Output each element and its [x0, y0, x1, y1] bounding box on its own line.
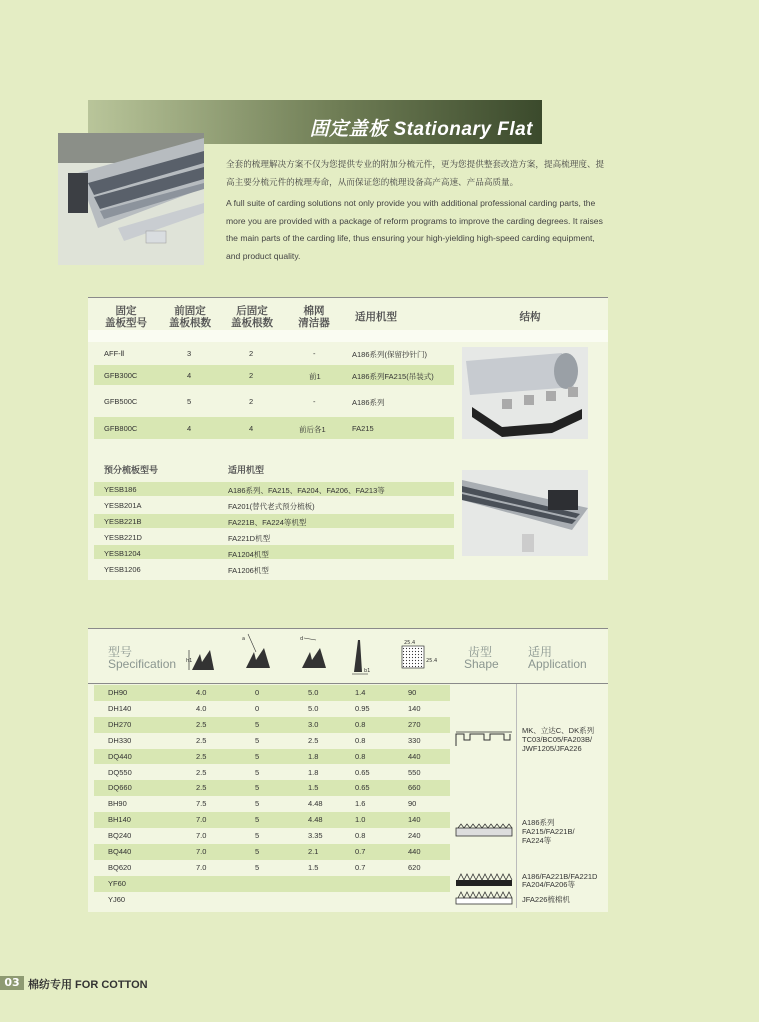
t2-value-cell: 0.8	[355, 751, 366, 761]
t2-value-cell: 5	[255, 735, 260, 745]
t1-row-stripe	[94, 417, 454, 439]
t2-value-cell: 140	[408, 703, 421, 713]
tooth-angle-a-icon	[240, 632, 276, 672]
t2-header-spec-en: Specification	[108, 657, 177, 671]
tooth-height-h1-icon	[186, 640, 220, 674]
t2-row-stripe	[94, 812, 450, 828]
t2-value-cell: 0.8	[355, 831, 366, 841]
t2-value-cell: 90	[408, 799, 417, 809]
t2-value-cell: 2.5	[196, 767, 207, 777]
t2-value-cell: 7.0	[196, 831, 207, 841]
stationary-flat-photo	[58, 133, 204, 265]
label-d: d	[300, 636, 304, 642]
t2-value-cell: 1.5	[308, 783, 319, 793]
t1-pre-cell: YESB221B	[104, 517, 142, 526]
page-title: 固定盖板 Stationary Flat	[309, 119, 533, 140]
t2-value-cell: 1.6	[355, 799, 366, 809]
tooth-shape-yj-icon	[454, 890, 514, 906]
structure-image-segment	[462, 470, 588, 556]
tooth-width-b1-icon	[346, 636, 376, 676]
t2-value-cell: 2.1	[308, 847, 319, 856]
t1-cell: A186系列FA215(吊装式)	[352, 372, 434, 381]
table2-top-rule	[88, 628, 608, 629]
t2-value-cell: 2.5	[308, 735, 319, 745]
tooth-depth-d-icon	[296, 634, 332, 672]
t1-pre-cell: YESB1204	[104, 549, 141, 558]
t2-row-stripe	[94, 844, 450, 860]
t1-cell: GFB300C	[104, 371, 138, 380]
t1-cell: 2	[249, 371, 254, 380]
t1-pre-cell: YESB1206	[104, 565, 141, 574]
t2-value-cell: 3.0	[308, 719, 319, 729]
t2-value-cell: 0.65	[355, 767, 370, 777]
t2-value-cell: 0.7	[355, 847, 366, 856]
t2-value-cell: 330	[408, 735, 421, 745]
label-25-side: 25.4	[426, 658, 438, 664]
t1-pre-cell: FA221B、FA224等机型	[228, 518, 307, 527]
t2-value-cell: 140	[408, 815, 421, 825]
t2-value-cell: 240	[408, 831, 421, 841]
t2-value-cell: 0.95	[355, 703, 370, 713]
t2-value-cell: 0.8	[355, 719, 366, 729]
t2-model-cell: DQ440	[108, 751, 132, 761]
t2-value-cell: 5	[255, 815, 260, 825]
t1-cell: 4	[187, 371, 192, 380]
t1-cell: 前1	[309, 372, 321, 381]
t1-header-front: 前固定 盖板根数	[169, 305, 211, 329]
t1-cell: GFB500C	[104, 397, 138, 406]
label-b1: b1	[364, 668, 371, 674]
t2-header-app-cn: 适用	[528, 645, 553, 659]
t2-value-cell: 7.0	[196, 847, 207, 856]
t2-value-cell: 5	[255, 767, 260, 777]
t2-value-cell: 7.0	[196, 862, 207, 872]
t2-value-cell: 1.8	[308, 767, 319, 777]
label-h1: h1	[186, 658, 193, 664]
tooth-shape-b-series-icon	[454, 822, 514, 838]
t2-model-cell: BQ240	[108, 831, 132, 841]
t2-separator	[516, 684, 517, 908]
t1-header-divider	[88, 330, 608, 342]
page-number: 03	[0, 976, 24, 990]
t1-row-stripe	[94, 545, 454, 559]
t1-header-cleaner: 棉网 清洁器	[298, 305, 330, 329]
t2-value-cell: 3.35	[308, 831, 323, 841]
t2-value-cell: 4.48	[308, 799, 323, 809]
t2-value-cell: 1.4	[355, 688, 366, 697]
t2-model-cell: BQ440	[108, 847, 132, 856]
t2-model-cell: DH330	[108, 735, 132, 745]
t1-cell: 4	[249, 424, 254, 433]
t2-application: A186系列 FA215/FA221B/ FA224等	[522, 818, 575, 845]
t2-value-cell: 2.5	[196, 751, 207, 761]
tooth-shape-d-series-icon	[454, 728, 514, 748]
t2-model-cell: DH270	[108, 719, 132, 729]
label-a: a	[242, 636, 246, 642]
t1-cell: 2	[249, 349, 254, 358]
intro-chinese: 全套的梳理解决方案不仅为您提供专业的附加分梳元件，更为您提供整套改造方案，提高梳理度、提高主要分梳元件的梳理寿命，从而保证您的梳理设备高产高速、产品高质量。	[226, 159, 605, 187]
t1-cell: A186系列(保留抄针门)	[352, 350, 428, 359]
t1-header-model: 固定 盖板型号	[105, 305, 147, 329]
t1-cell: 前后各1	[299, 425, 326, 434]
t2-value-cell: 1.8	[308, 751, 319, 761]
t2-value-cell: 4.0	[196, 703, 207, 713]
t1-pre-cell: FA1206机型	[228, 566, 269, 575]
t2-model-cell: BH140	[108, 815, 131, 825]
t2-model-cell: DQ550	[108, 767, 132, 777]
t2-value-cell: 550	[408, 767, 421, 777]
t2-header-shape-cn: 齿型	[468, 645, 493, 659]
t2-value-cell: 0	[255, 688, 260, 697]
label-25-top: 25.4	[404, 640, 416, 646]
t2-value-cell: 7.0	[196, 815, 207, 825]
t2-value-cell: 1.0	[355, 815, 366, 825]
t2-model-cell: DH140	[108, 703, 132, 713]
t1-cell: 2	[249, 397, 254, 406]
t1-pre-header-model: 预分梳板型号	[104, 466, 159, 476]
t1-header-structure: 结构	[519, 311, 541, 323]
t2-value-cell: 1.5	[308, 862, 319, 872]
t1-pre-cell: FA1204机型	[228, 550, 269, 559]
structure-image-roller	[462, 347, 588, 439]
t1-cell: A186系列	[352, 398, 385, 407]
t2-value-cell: 2.5	[196, 719, 207, 729]
t1-cell: -	[313, 397, 316, 406]
t2-header-spec-cn: 型号	[108, 645, 133, 659]
t2-value-cell: 5	[255, 862, 260, 872]
t2-value-cell: 440	[408, 847, 421, 856]
t2-value-cell: 5	[255, 799, 260, 809]
t2-application: JFA226梳棉机	[522, 895, 570, 904]
t2-model-cell: BH90	[108, 799, 127, 809]
t1-pre-cell: FA221D机型	[228, 534, 271, 543]
t2-value-cell: 620	[408, 862, 421, 872]
t2-model-cell: YF60	[108, 878, 126, 888]
t1-cell: 3	[187, 349, 192, 358]
t2-row-stripe	[94, 780, 450, 796]
t2-row-stripe	[94, 717, 450, 733]
t1-cell: GFB800C	[104, 424, 138, 433]
t2-value-cell: 5.0	[308, 688, 319, 697]
t1-pre-header-machine: 适用机型	[228, 466, 265, 476]
t2-value-cell: 0.8	[355, 735, 366, 745]
t2-model-cell: YJ60	[108, 894, 126, 904]
t2-value-cell: 270	[408, 719, 421, 729]
t2-value-cell: 5	[255, 831, 260, 841]
t2-model-cell: DH90	[108, 688, 128, 697]
t1-cell: FA215	[352, 424, 374, 433]
t1-cell: 4	[187, 424, 192, 433]
t1-cell: 5	[187, 397, 192, 406]
intro-english: A full suite of carding solutions not only provide you with additional professional carding parts, the more you are provided with a package of reform programs to improve the carding degrees. It raises the main parts of the carding life, thus ensuring your high-yielding high-speed carding equipment, and product quality.	[226, 198, 603, 261]
t2-value-cell: 4.48	[308, 815, 323, 825]
table2-header-rule	[88, 683, 608, 684]
t2-value-cell: 5	[255, 783, 260, 793]
t2-model-cell: BQ620	[108, 862, 132, 872]
t2-value-cell: 7.5	[196, 799, 207, 809]
tooth-density-icon	[396, 638, 436, 676]
t2-value-cell: 2.5	[196, 783, 207, 793]
t2-value-cell: 0	[255, 703, 260, 713]
t1-header-rear: 后固定 盖板根数	[231, 305, 273, 329]
t2-row-stripe	[94, 685, 450, 701]
t1-pre-cell: FA201(替代老式预分梳板)	[228, 502, 315, 511]
t2-value-cell: 0.7	[355, 862, 366, 872]
t2-header-app-en: Application	[528, 657, 587, 671]
t2-value-cell: 2.5	[196, 735, 207, 745]
t2-row-stripe	[94, 876, 450, 892]
t2-value-cell: 660	[408, 783, 421, 793]
footer-label: 棉纺专用 FOR COTTON	[28, 979, 148, 991]
t2-value-cell: 5	[255, 847, 260, 856]
t2-value-cell: 90	[408, 688, 417, 697]
t1-cell: -	[313, 349, 316, 358]
t1-pre-cell: YESB201A	[104, 501, 142, 510]
t2-application: A186/FA221B/FA221D FA204/FA206等	[522, 872, 598, 889]
t2-application: MK、立达C、DK系列 TC03/BC05/FA203B/ JWF1205/JFA226	[522, 726, 595, 753]
t2-value-cell: 4.0	[196, 688, 207, 697]
tooth-shape-yf-icon	[454, 872, 514, 888]
t1-pre-cell: YESB186	[104, 485, 137, 494]
t1-pre-cell: YESB221D	[104, 533, 142, 542]
t1-header-machine: 适用机型	[355, 311, 397, 323]
t2-value-cell: 5	[255, 751, 260, 761]
table1-top-rule	[88, 297, 608, 298]
t2-value-cell: 5.0	[308, 703, 319, 713]
t1-cell: AFF-Ⅱ	[104, 349, 125, 358]
t2-value-cell: 440	[408, 751, 421, 761]
t1-pre-cell: A186系列、FA215、FA204、FA206、FA213等	[228, 486, 385, 495]
t2-value-cell: 0.65	[355, 783, 370, 793]
t2-row-stripe	[94, 749, 450, 765]
t2-model-cell: DQ660	[108, 783, 132, 793]
t2-header-shape-en: Shape	[464, 657, 499, 671]
t2-value-cell: 5	[255, 719, 260, 729]
